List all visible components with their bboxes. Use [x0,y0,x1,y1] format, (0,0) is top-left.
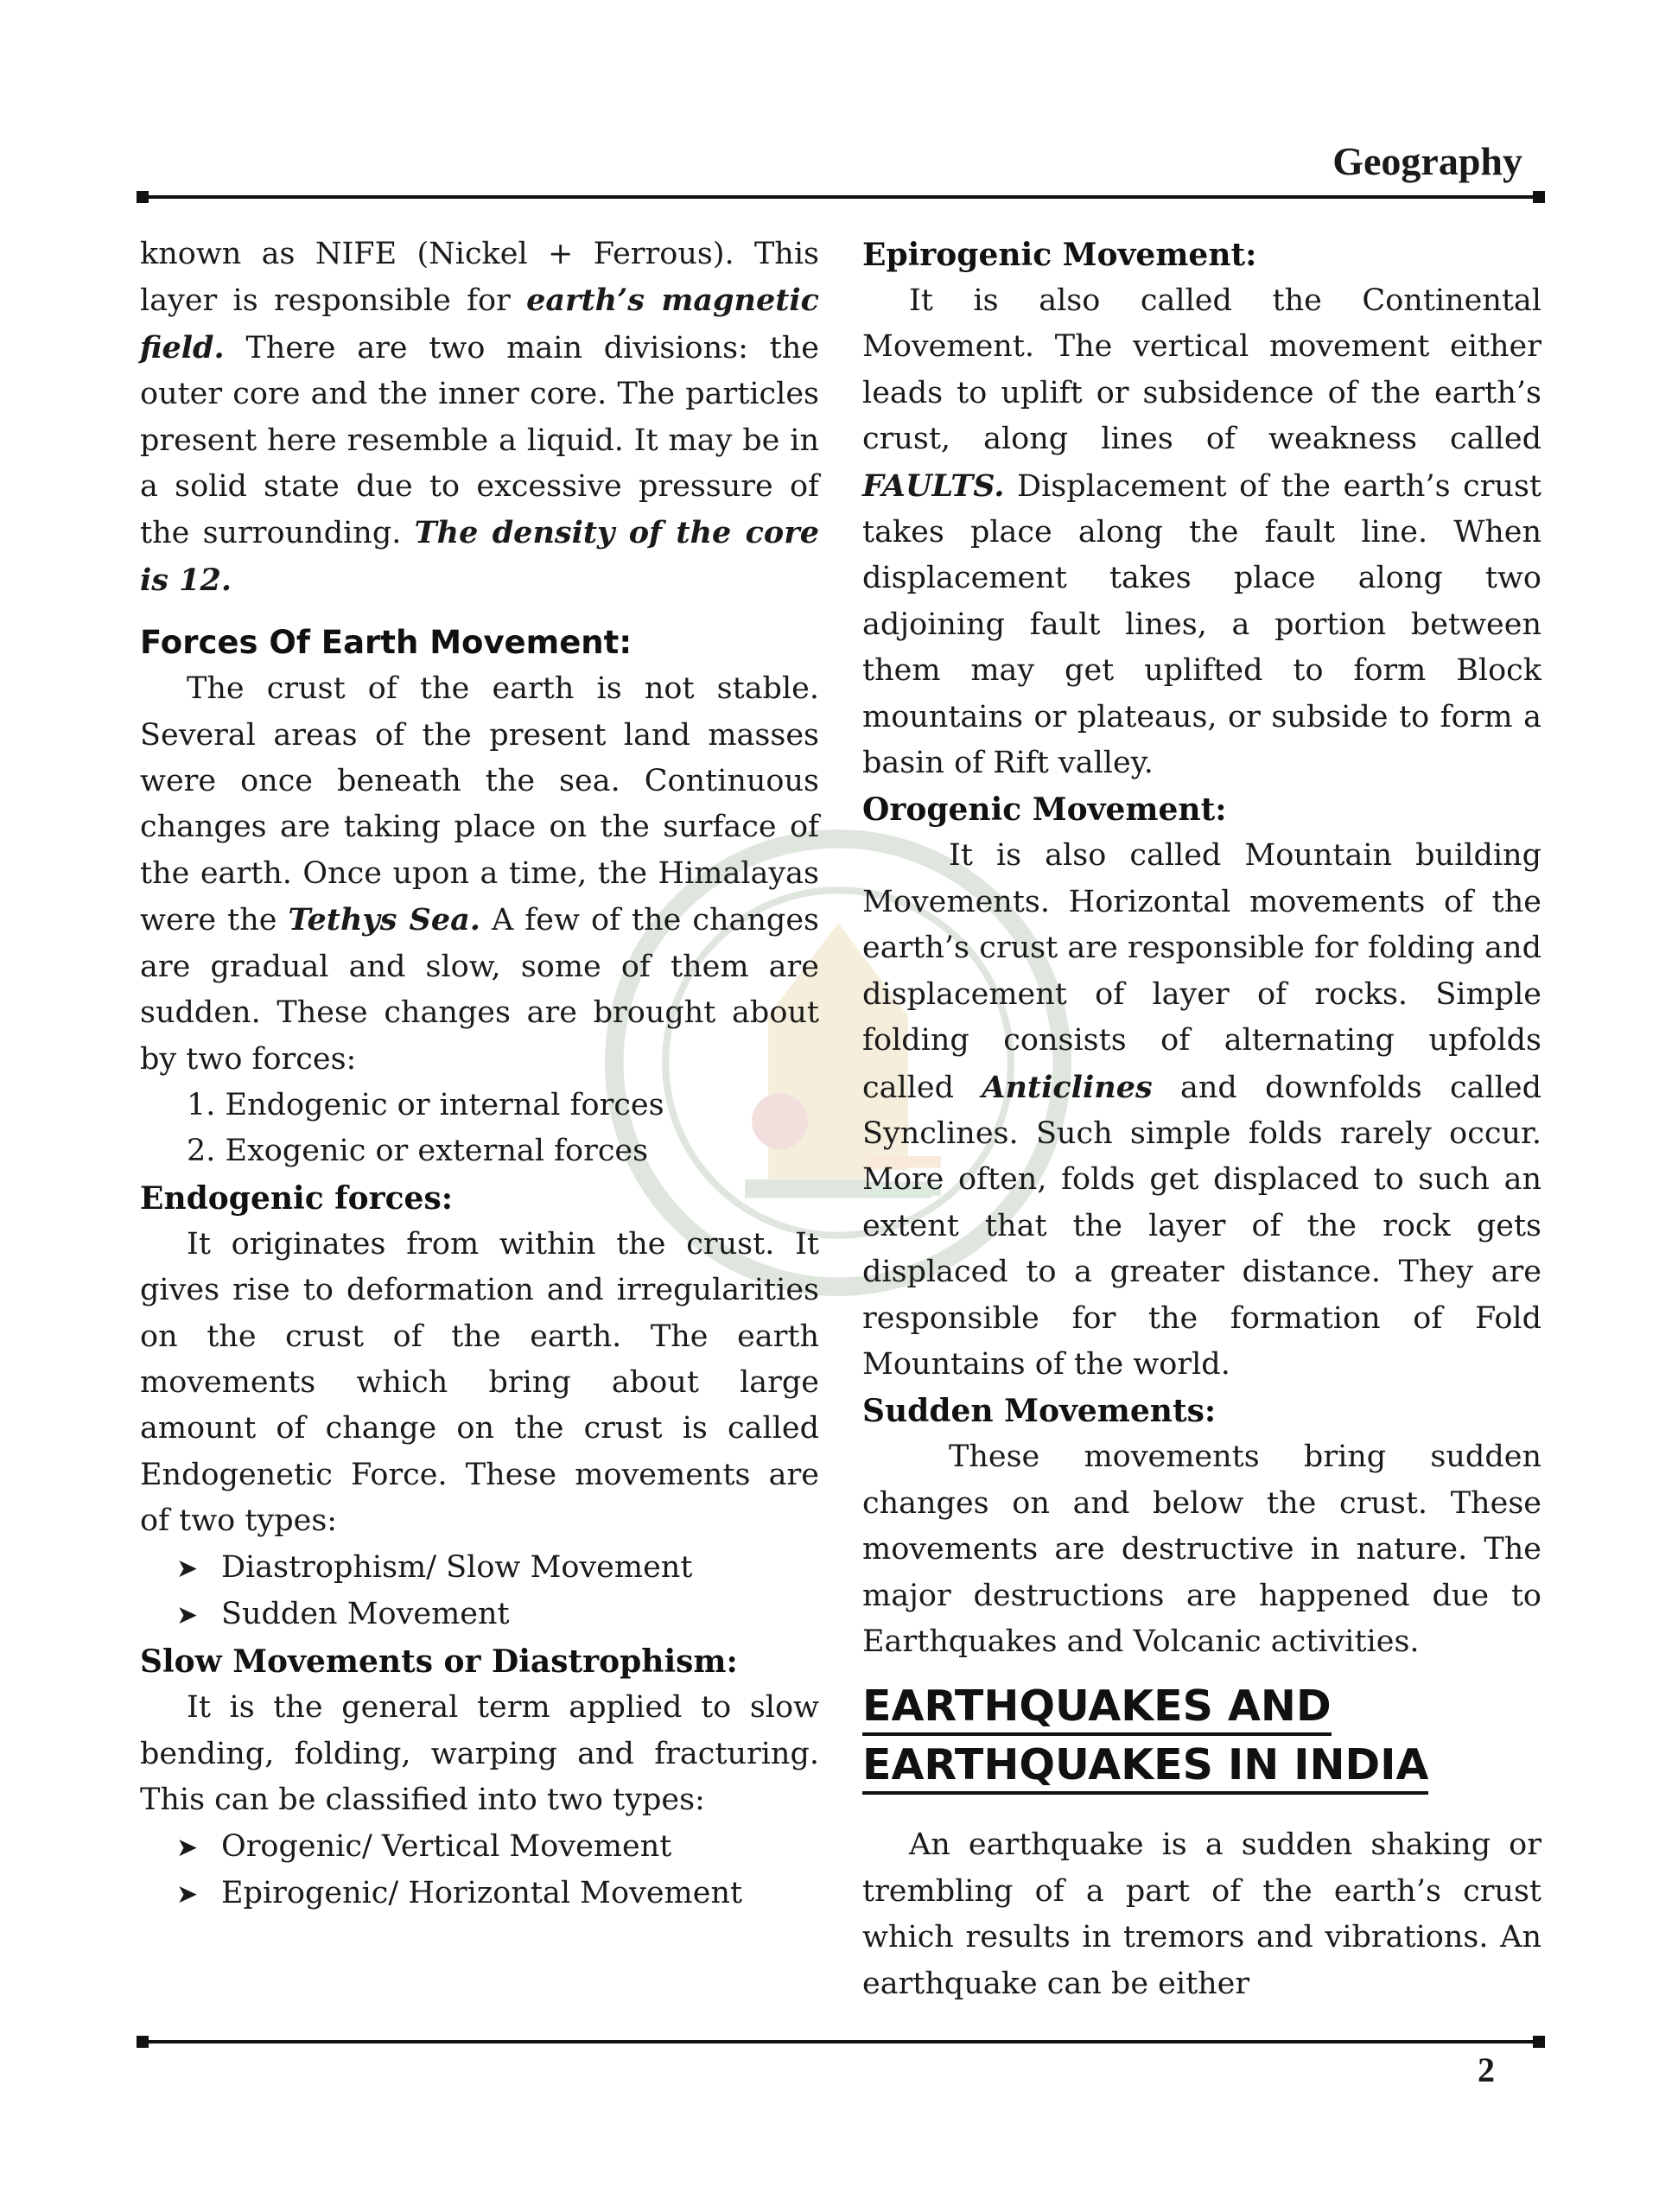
list-item: ➤ Sudden Movement [140,1592,819,1638]
header-rule [140,195,1541,199]
page-header-title: Geography [1332,139,1522,183]
core-paragraph: known as NIFE (Nickel + Ferrous). This layer is responsible for earth’s magnetic field. There are two main divisions: the outer core and the inner core. The particles present here resemble a liquid. It may be in a solid state due to excessive pressure of the surrounding. The density of the core is 12. [140,237,819,598]
endogenic-list [140,1545,819,1639]
slow-paragraph: It is the general term applied to slow bending, folding, warping and fracturing. This can be classified into two types: [140,1690,819,1818]
earthquakes-heading: EARTHQUAKES AND EARTHQUAKES IN INDIA [862,1677,1541,1795]
arrowhead-bullet-icon: ➤ [176,1832,199,1863]
endogenic-heading: Endogenic forces: [140,1179,454,1217]
list-item: ➤ Orogenic/ Vertical Movement [140,1824,819,1871]
epirogenic-paragraph: It is also called the Continental Movement. The vertical movement either leads to uplift or subsidence of the earth’s crust, along lines of weakness called FAULTS. Displacement of the earth’s crust takes place along the fault line. When displacement takes place along two adjoining fault lines, a portion between them may get uplifted to form Block mountains or plateaus, or subside to form a basin of Rift valley. [862,283,1541,781]
arrowhead-bullet-icon: ➤ [176,1599,199,1630]
right-column [862,232,1541,2007]
arrowhead-bullet-icon: ➤ [176,1553,199,1584]
left-column [140,232,819,1917]
page-number: 2 [1478,2050,1495,2089]
slow-list [140,1824,819,1918]
list-item: ➤ Diastrophism/ Slow Movement [140,1545,819,1592]
list-item: 1. Endogenic or internal forces [187,1087,664,1122]
forces-paragraph: The crust of the earth is not stable. Several areas of the present land masses were once beneath the sea. Continuous changes are taking place on the surface of the earth. Once upon a time, the Himalayas were the Tethys Sea. A few of the changes are gradual and slow, some of them are sudden. These changes are brought about by two forces: [140,671,819,1077]
endogenic-paragraph: It originates from within the crust. It gives rise to deformation and irregularities on the crust of the earth. The earth movements which bring about large amount of change on the crust is called Endogenetic Force. These movements are of two types: [140,1226,819,1539]
orogenic-paragraph: It is also called Mountain building Movements. Horizontal movements of the earth’s crust are responsible for folding and displacement of layer of rocks. Simple folding consists of alternating upfolds called Anticlines and downfolds called Synclines. Such simple folds rarely occur. More often, folds get displaced to such an extent that the layer of the rock gets displaced to a greater distance. They are responsible for the formation of Fold Mountains of the world. [862,838,1541,1382]
list-item: 2. Exogenic or external forces [187,1134,649,1169]
forces-list [140,1083,819,1175]
epirogenic-heading: Epirogenic Movement: [862,237,1257,273]
sudden-paragraph: These movements bring sudden changes on and below the crust. These movements are destructive in nature. The major destructions are happened due to Earthquakes and Volcanic activities. [862,1440,1541,1659]
list-item: ➤ Epirogenic/ Horizontal Movement [140,1871,819,1917]
earthquake-paragraph: An earthquake is a sudden shaking or trembling of a part of the earth’s crust which results in tremors and vibrations. An earthquake can be either [862,1827,1541,2001]
forces-heading: Forces Of Earth Movement: [140,624,632,662]
sudden-heading: Sudden Movements: [862,1393,1217,1430]
orogenic-heading: Orogenic Movement: [862,791,1227,829]
footer-rule [140,2040,1541,2044]
slow-heading: Slow Movements or Diastrophism: [140,1643,738,1681]
arrowhead-bullet-icon: ➤ [176,1879,199,1910]
